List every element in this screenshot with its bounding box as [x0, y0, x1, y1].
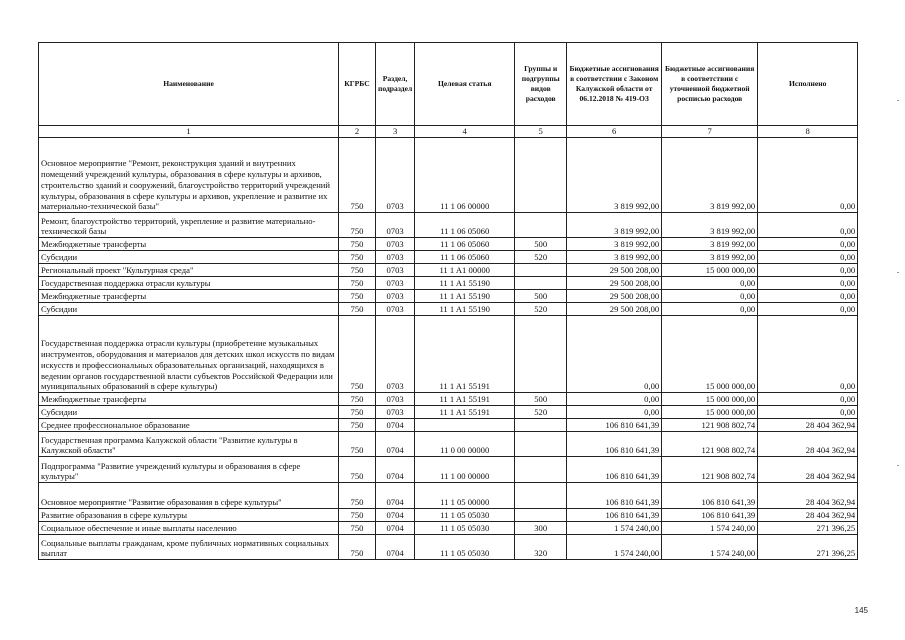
cell-updated: 121 908 802,74	[662, 419, 758, 432]
cell-kgrbs: 750	[339, 303, 376, 316]
cell-target: 11 1 A1 00000	[415, 264, 515, 277]
budget-table	[38, 42, 858, 560]
cell-updated: 3 819 992,00	[662, 213, 758, 238]
table-row	[39, 213, 858, 238]
cell-group: 500	[515, 393, 567, 406]
cell-name: Развитие образования в сфере культуры	[39, 509, 339, 522]
cell-name: Государственная поддержка отрасли культуры	[39, 277, 339, 290]
cell-razdel: 0703	[376, 290, 415, 303]
cell-group: 520	[515, 406, 567, 419]
cell-name: Государственная поддержка отрасли культуры (приобретение музыкальных инструментов, оборудования и материалов для детских школ искусств по видам искусств и профессиональных образовательных организаций, находящихся в ведении органов государственной власти субъектов Российской Федерации или муниципальных образований в сфере культуры)	[39, 316, 339, 393]
cell-group: 500	[515, 290, 567, 303]
table-row	[39, 316, 858, 393]
cell-executed: 0,00	[758, 251, 858, 264]
column-number: 2	[339, 126, 376, 138]
cell-name: Основное мероприятие "Развитие образования в сфере культуры"	[39, 483, 339, 509]
cell-executed: 0,00	[758, 277, 858, 290]
cell-target: 11 1 A1 55190	[415, 277, 515, 290]
cell-razdel: 0703	[376, 277, 415, 290]
table-row	[39, 290, 858, 303]
cell-group	[515, 213, 567, 238]
cell-executed: 28 404 362,94	[758, 483, 858, 509]
cell-group	[515, 277, 567, 290]
header-law: Бюджетные ассигнования в соответствии с Законом Калужской области от 06.12.2018 № 419-ОЗ	[567, 43, 662, 126]
cell-group: 500	[515, 238, 567, 251]
table-row	[39, 303, 858, 316]
column-number: 5	[515, 126, 567, 138]
cell-razdel: 0703	[376, 251, 415, 264]
cell-razdel: 0703	[376, 238, 415, 251]
cell-name: Среднее профессиональное образование	[39, 419, 339, 432]
table-row	[39, 522, 858, 535]
cell-executed: 271 396,25	[758, 535, 858, 560]
header-kgrbs: КГРБС	[339, 43, 376, 126]
cell-name: Межбюджетные трансферты	[39, 290, 339, 303]
cell-law: 3 819 992,00	[567, 138, 662, 213]
cell-name: Ремонт, благоустройство территорий, укрепление и развитие материально-технической базы	[39, 213, 339, 238]
cell-name: Субсидии	[39, 251, 339, 264]
cell-kgrbs: 750	[339, 138, 376, 213]
cell-name: Государственная программа Калужской области "Развитие культуры в Калужской области"	[39, 432, 339, 457]
cell-razdel: 0704	[376, 457, 415, 483]
table-row	[39, 138, 858, 213]
column-number: 6	[567, 126, 662, 138]
cell-kgrbs: 750	[339, 290, 376, 303]
cell-executed: 0,00	[758, 264, 858, 277]
table-row	[39, 393, 858, 406]
cell-name: Межбюджетные трансферты	[39, 238, 339, 251]
cell-group	[515, 432, 567, 457]
cell-target: 11 1 A1 55190	[415, 303, 515, 316]
cell-name: Социальные выплаты гражданам, кроме публичных нормативных социальных выплат	[39, 535, 339, 560]
cell-group: 320	[515, 535, 567, 560]
cell-executed: 0,00	[758, 290, 858, 303]
cell-kgrbs: 750	[339, 393, 376, 406]
cell-target: 11 1 06 00000	[415, 138, 515, 213]
budget-sheet	[38, 42, 858, 560]
column-number: 1	[39, 126, 339, 138]
cell-law: 0,00	[567, 406, 662, 419]
cell-law: 29 500 208,00	[567, 264, 662, 277]
header-razdel: Раздел, подраздел	[376, 43, 415, 126]
cell-law: 106 810 641,39	[567, 483, 662, 509]
cell-razdel: 0703	[376, 393, 415, 406]
cell-law: 106 810 641,39	[567, 509, 662, 522]
header-target: Целевая статья	[415, 43, 515, 126]
cell-kgrbs: 750	[339, 316, 376, 393]
cell-group	[515, 316, 567, 393]
cell-updated: 121 908 802,74	[662, 432, 758, 457]
table-row	[39, 277, 858, 290]
column-number: 7	[662, 126, 758, 138]
cell-updated: 3 819 992,00	[662, 238, 758, 251]
cell-razdel: 0703	[376, 303, 415, 316]
margin-mark	[897, 272, 899, 273]
cell-target: 11 1 06 05060	[415, 251, 515, 264]
table-row	[39, 509, 858, 522]
cell-executed: 0,00	[758, 393, 858, 406]
cell-target: 11 1 06 05060	[415, 213, 515, 238]
header-name: Наименование	[39, 43, 339, 126]
cell-razdel: 0704	[376, 419, 415, 432]
cell-executed: 0,00	[758, 238, 858, 251]
header-executed: Исполнено	[758, 43, 858, 126]
table-body	[39, 138, 858, 560]
header-group: Группы и подгруппы видов расходов	[515, 43, 567, 126]
cell-group: 520	[515, 303, 567, 316]
cell-group	[515, 457, 567, 483]
table-row	[39, 419, 858, 432]
cell-kgrbs: 750	[339, 406, 376, 419]
cell-razdel: 0703	[376, 213, 415, 238]
cell-updated: 106 810 641,39	[662, 509, 758, 522]
cell-law: 3 819 992,00	[567, 238, 662, 251]
cell-law: 0,00	[567, 393, 662, 406]
cell-razdel: 0704	[376, 432, 415, 457]
cell-target: 11 1 A1 55191	[415, 393, 515, 406]
table-row	[39, 264, 858, 277]
cell-executed: 28 404 362,94	[758, 457, 858, 483]
cell-kgrbs: 750	[339, 419, 376, 432]
cell-updated: 15 000 000,00	[662, 406, 758, 419]
cell-target: 11 1 05 05030	[415, 509, 515, 522]
cell-razdel: 0703	[376, 264, 415, 277]
cell-kgrbs: 750	[339, 522, 376, 535]
cell-group	[515, 138, 567, 213]
column-number: 4	[415, 126, 515, 138]
cell-executed: 271 396,25	[758, 522, 858, 535]
cell-razdel: 0704	[376, 535, 415, 560]
cell-kgrbs: 750	[339, 277, 376, 290]
cell-updated: 15 000 000,00	[662, 264, 758, 277]
cell-executed: 0,00	[758, 138, 858, 213]
table-row	[39, 238, 858, 251]
cell-kgrbs: 750	[339, 432, 376, 457]
cell-law: 3 819 992,00	[567, 251, 662, 264]
cell-executed: 0,00	[758, 303, 858, 316]
cell-target: 11 1 05 05030	[415, 522, 515, 535]
cell-target: 11 1 A1 55191	[415, 406, 515, 419]
cell-law: 29 500 208,00	[567, 277, 662, 290]
cell-name: Субсидии	[39, 303, 339, 316]
table-row	[39, 483, 858, 509]
cell-razdel: 0704	[376, 483, 415, 509]
cell-target: 11 1 00 00000	[415, 457, 515, 483]
table-row	[39, 457, 858, 483]
cell-kgrbs: 750	[339, 483, 376, 509]
cell-razdel: 0704	[376, 509, 415, 522]
cell-updated: 1 574 240,00	[662, 535, 758, 560]
cell-updated: 1 574 240,00	[662, 522, 758, 535]
cell-kgrbs: 750	[339, 264, 376, 277]
cell-group	[515, 264, 567, 277]
cell-group: 520	[515, 251, 567, 264]
cell-group	[515, 509, 567, 522]
cell-executed: 0,00	[758, 406, 858, 419]
cell-executed: 28 404 362,94	[758, 432, 858, 457]
cell-razdel: 0704	[376, 522, 415, 535]
cell-name: Подпрограмма "Развитие учреждений культуры и образования в сфере культуры"	[39, 457, 339, 483]
cell-law: 0,00	[567, 316, 662, 393]
cell-razdel: 0703	[376, 316, 415, 393]
cell-kgrbs: 750	[339, 251, 376, 264]
cell-name: Социальное обеспечение и иные выплаты населению	[39, 522, 339, 535]
cell-updated: 3 819 992,00	[662, 138, 758, 213]
cell-name: Межбюджетные трансферты	[39, 393, 339, 406]
column-number: 8	[758, 126, 858, 138]
cell-updated: 0,00	[662, 290, 758, 303]
cell-name: Основное мероприятие "Ремонт, реконструкция зданий и внутренних помещений учреждений культуры, образования в сфере культуры и архивов, строительство зданий и сооружений, благоустройство территорий учреждений культуры, образования в сфере культуры и архивов, укрепление и развитие их материально-технической базы"	[39, 138, 339, 213]
table-header	[39, 43, 858, 138]
cell-updated: 15 000 000,00	[662, 393, 758, 406]
margin-mark	[897, 100, 899, 101]
cell-executed: 0,00	[758, 316, 858, 393]
cell-kgrbs: 750	[339, 509, 376, 522]
cell-group: 300	[515, 522, 567, 535]
cell-razdel: 0703	[376, 406, 415, 419]
cell-target: 11 1 A1 55190	[415, 290, 515, 303]
cell-target: 11 0 00 00000	[415, 432, 515, 457]
table-row	[39, 251, 858, 264]
cell-razdel: 0703	[376, 138, 415, 213]
cell-target	[415, 419, 515, 432]
cell-law: 1 574 240,00	[567, 535, 662, 560]
cell-kgrbs: 750	[339, 213, 376, 238]
table-row	[39, 432, 858, 457]
cell-group	[515, 419, 567, 432]
cell-executed: 28 404 362,94	[758, 419, 858, 432]
cell-law: 29 500 208,00	[567, 303, 662, 316]
cell-updated: 121 908 802,74	[662, 457, 758, 483]
cell-updated: 3 819 992,00	[662, 251, 758, 264]
cell-law: 29 500 208,00	[567, 290, 662, 303]
table-row	[39, 535, 858, 560]
cell-kgrbs: 750	[339, 457, 376, 483]
cell-name: Региональный проект "Культурная среда"	[39, 264, 339, 277]
table-row	[39, 406, 858, 419]
cell-updated: 15 000 000,00	[662, 316, 758, 393]
cell-executed: 28 404 362,94	[758, 509, 858, 522]
cell-law: 1 574 240,00	[567, 522, 662, 535]
cell-updated: 0,00	[662, 277, 758, 290]
cell-law: 106 810 641,39	[567, 457, 662, 483]
cell-law: 3 819 992,00	[567, 213, 662, 238]
header-updated: Бюджетные ассигнования в соответствии с уточненной бюджетной росписью расходов	[662, 43, 758, 126]
cell-updated: 106 810 641,39	[662, 483, 758, 509]
cell-updated: 0,00	[662, 303, 758, 316]
column-number: 3	[376, 126, 415, 138]
cell-target: 11 1 06 05060	[415, 238, 515, 251]
cell-name: Субсидии	[39, 406, 339, 419]
cell-executed: 0,00	[758, 213, 858, 238]
cell-law: 106 810 641,39	[567, 432, 662, 457]
cell-kgrbs: 750	[339, 238, 376, 251]
cell-law: 106 810 641,39	[567, 419, 662, 432]
cell-kgrbs: 750	[339, 535, 376, 560]
page-number: 145	[854, 606, 868, 615]
cell-target: 11 1 05 00000	[415, 483, 515, 509]
cell-target: 11 1 05 05030	[415, 535, 515, 560]
cell-group	[515, 483, 567, 509]
cell-target: 11 1 A1 55191	[415, 316, 515, 393]
margin-mark	[897, 465, 899, 466]
